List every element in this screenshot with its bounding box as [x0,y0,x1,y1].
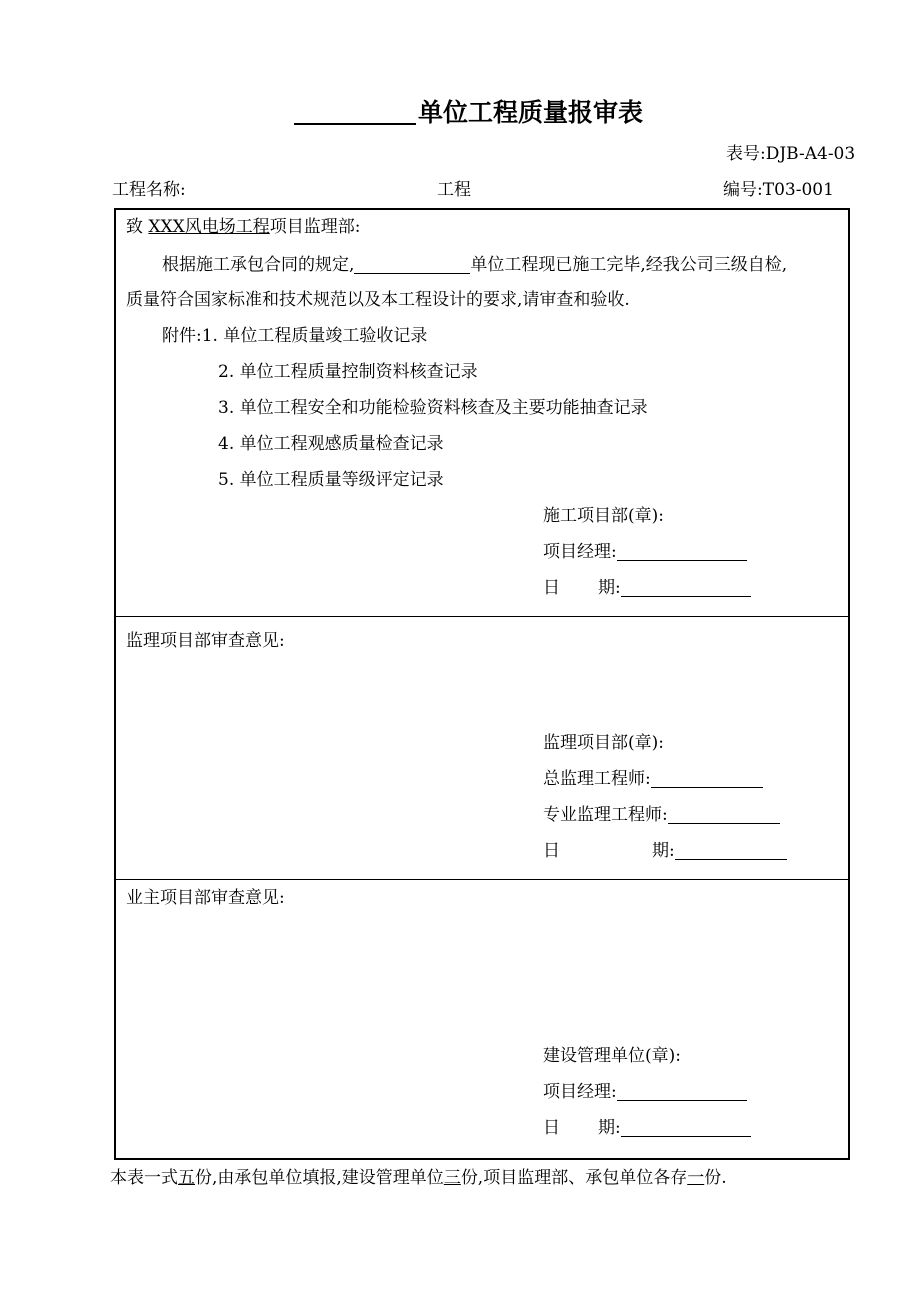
supervisor-heading: 监理项目部审查意见: [126,631,285,651]
contractor-date-field[interactable] [621,580,751,597]
form-number: 表号:DJB-A4-03 [726,144,856,164]
owner-date-line: 日 期: [543,1120,751,1137]
attachments-label: 附件:1. 单位工程质量竣工验收记录 [162,326,428,346]
owner-heading: 业主项目部审查意见: [126,888,285,908]
addressee-line: 致 XXX风电场工程项目监理部: [126,217,361,237]
chief-engineer-line: 总监理工程师: [543,771,763,788]
contractor-pm-line: 项目经理: [543,544,747,561]
owner-pm-line: 项目经理: [543,1084,747,1101]
specialist-engineer-line: 专业监理工程师: [543,807,780,824]
serial-number: 编号:T03-001 [723,180,834,200]
attachment-item: 4. 单位工程观感质量检查记录 [218,434,444,454]
chief-engineer-field[interactable] [651,771,763,788]
project-name-label: 工程名称: [112,180,186,200]
attachment-item: 5. 单位工程质量等级评定记录 [218,470,444,490]
page-title: 单位工程质量报审表 [294,100,643,125]
specialist-engineer-field[interactable] [668,807,780,824]
project-word: 工程 [437,180,471,200]
contractor-pm-field[interactable] [617,544,747,561]
attachment-item: 3. 单位工程安全和功能检验资料核查及主要功能抽查记录 [218,398,648,418]
owner-pm-field[interactable] [617,1084,747,1101]
attachment-item: 2. 单位工程质量控制资料核查记录 [218,362,478,382]
owner-date-field[interactable] [621,1120,751,1137]
section-divider-1 [114,616,850,617]
owner-seal-label: 建设管理单位(章): [543,1046,681,1066]
supervisor-date-field[interactable] [675,843,787,860]
statement-line-2: 质量符合国家标准和技术规范以及本工程设计的要求,请审查和验收. [126,290,630,310]
contractor-seal-label: 施工项目部(章): [543,506,664,526]
statement-line-1: 根据施工承包合同的规定, 单位工程现已施工完毕,经我公司三级自检, [162,255,788,275]
supervisor-seal-label: 监理项目部(章): [543,733,664,753]
title-blank-line [294,101,416,125]
supervisor-date-line: 日 期: [543,843,787,860]
section-divider-2 [114,879,850,880]
contractor-date-line: 日 期: [543,580,751,597]
form-frame [114,208,850,1160]
addressee-name: XXX风电场工程 [148,217,270,237]
footer-note: 本表一式五份,由承包单位填报,建设管理单位三份,项目监理部、承包单位各存一份. [110,1168,727,1188]
unit-name-blank[interactable] [354,257,470,274]
